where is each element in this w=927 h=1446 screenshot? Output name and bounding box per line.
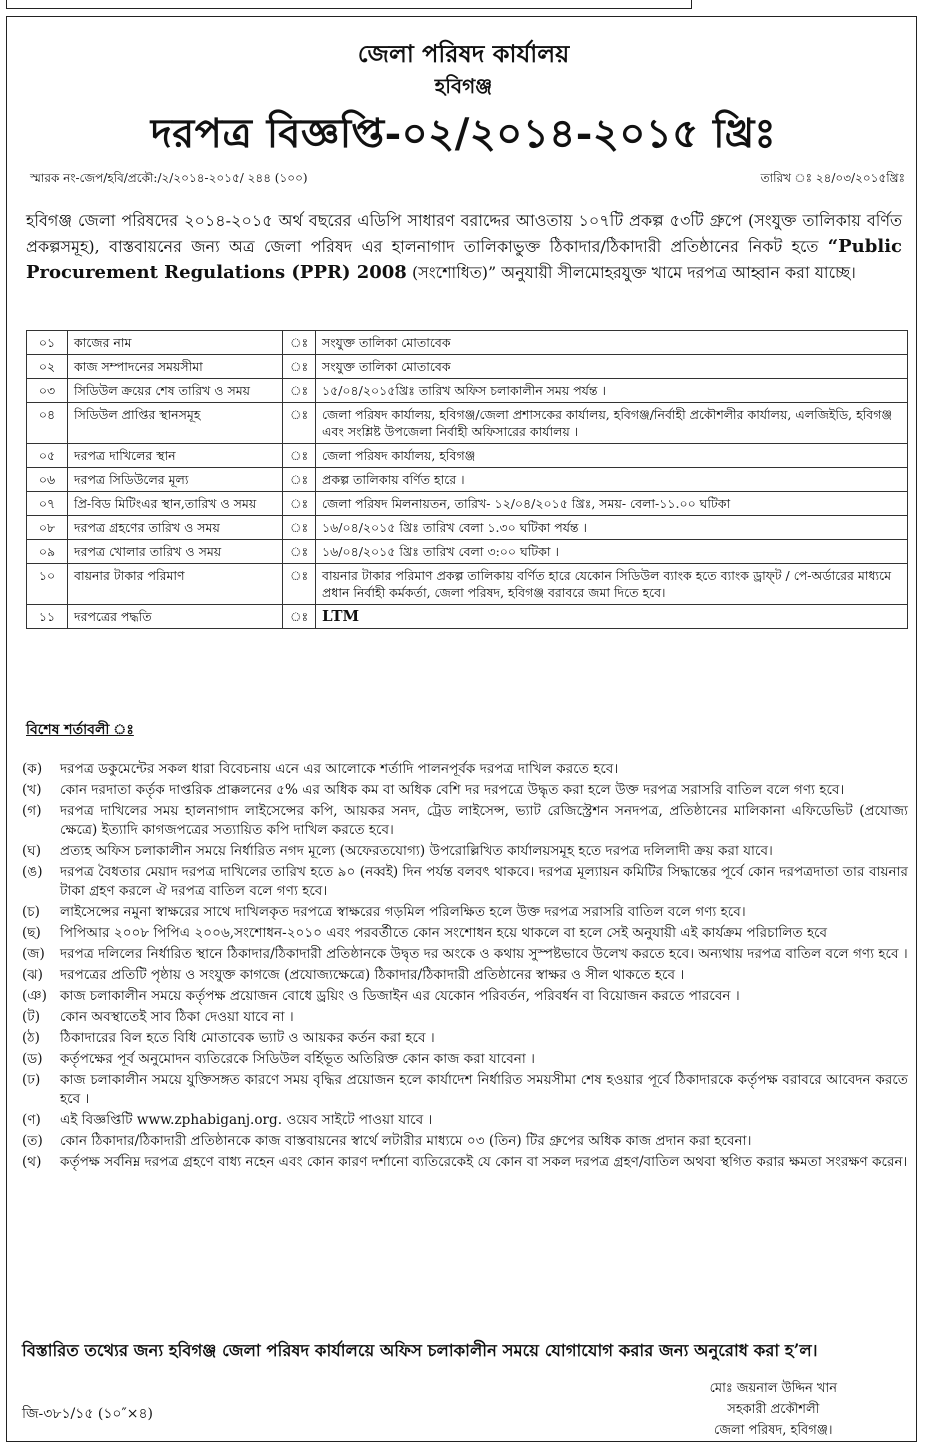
condition-marker: (খ) [22,782,42,798]
district-name: হবিগঞ্জ [434,74,493,98]
condition-marker: (থ) [22,1154,42,1170]
condition-marker: (ঞ) [22,988,47,1004]
row-number: ০২ [27,355,68,379]
condition-text: কাজ চলাকালীন সময়ে কর্তৃপক্ষ প্রয়োজন বোধে ড্রয়িং ও ডিজাইন এর যেকোন পরিবর্তন, পরিবর্ধন বা বিয়োজন করতে পারবেন । [60,988,740,1004]
row-value: জেলা পরিষদ মিলনায়তন, তারিখ- ১২/০৪/২০১৫ খ্রিঃ, সময়- বেলা-১১.০০ ঘটিকা [316,492,908,516]
row-number: ০৬ [27,468,68,492]
condition-item [22,966,908,985]
condition-marker: (ঝ) [22,967,43,983]
row-number: ০৩ [27,379,68,403]
row-label: সিডিউল প্রাপ্তির স্থানসমূহ [68,403,283,444]
condition-marker: (ক) [22,761,43,777]
condition-item [22,760,908,779]
row-separator: ঃ [283,403,316,444]
condition-item [22,945,908,964]
row-number: ১১ [27,605,68,629]
condition-text: দরপত্র বৈধতার মেয়াদ দরপত্র দাখিলের তারিখ হতে ৯০ (নব্বই) দিন পর্যন্ত বলবৎ থাকবে। দরপত্র মূল্যায়ন কমিটির সিদ্ধান্তের পূর্বে কোন দরপত্রদাতা তার বায়নার টাকা গ্রহণ করলে ঐ দরপত্র বাতিল বলে গণ্য হবে। [60,864,908,899]
row-number: ০৮ [27,516,68,540]
advert-reference: জি-৩৮১/১৫ (১০″×৪) [22,1406,154,1422]
row-separator: ঃ [283,516,316,540]
row-separator: ঃ [283,492,316,516]
table-row [27,605,908,629]
condition-text: দরপত্র দলিলের নির্ধারিত স্থানে ঠিকাদার/ঠিকাদারী প্রতিষ্ঠানকে উদ্বৃত দর অংকে ও কথায় সুস্পষ্টভাবে উলেখ করতে হবে। অন্যথায় দরপত্র বাতিল বলে গণ্য হবে । [60,946,908,962]
row-value: ১৬/০৪/২০১৫ খ্রিঃ তারিখ বেলা ১.৩০ ঘটিকা পর্যন্ত । [316,516,908,540]
condition-item [22,802,908,840]
row-value: ১৫/০৪/২০১৫খ্রিঃ তারিখ অফিস চলাকালীন সময় পর্যন্ত । [316,379,908,403]
row-value: সংযুক্ত তালিকা মোতাবেক [316,331,908,355]
row-label: প্রি-বিড মিটিংএর স্থান,তারিখ ও সময় [68,492,283,516]
condition-marker: (ঠ) [22,1030,40,1046]
condition-item [22,1008,908,1027]
condition-item [22,1050,908,1069]
row-separator: ঃ [283,331,316,355]
row-label: দরপত্র খোলার তারিখ ও সময় [68,540,283,564]
condition-marker: (গ) [22,803,42,819]
row-separator: ঃ [283,468,316,492]
row-number: ১০ [27,564,68,605]
top-clipped-border [6,0,692,9]
table-row [27,564,908,605]
condition-item [22,781,908,800]
signatory-designation: সহকারী প্রকৌশলী [727,1402,820,1417]
row-separator: ঃ [283,444,316,468]
condition-text: কর্তৃপক্ষের পূর্ব অনুমোদন ব্যতিরেকে সিডিউল বর্হিভূত অতিরিক্ত কোন কাজ করা যাবেনা । [60,1051,535,1067]
condition-item [22,924,908,943]
row-number: ০৪ [27,403,68,444]
intro-ppr: “Public Procurement Regulations (PPR) 2008 [26,236,902,283]
row-label: দরপত্রের পদ্ধতি [68,605,283,629]
contact-note: বিস্তারিত তথ্যের জন্য হবিগঞ্জ জেলা পরিষদ কার্যালয়ে অফিস চলাকালীন সময়ে যোগাযোগ করার জন্য অনুরোধ করা হ’ল। [22,1341,818,1360]
condition-text: লাইসেন্সের নমুনা স্বাক্ষরের সাথে দাখিলকৃত দরপত্রে স্বাক্ষরের গড়মিল পরিলক্ষিত হলে উক্ত দরপত্র সরাসরি বাতিল বলে গণ্য হবে। [60,904,746,920]
notice-title: দরপত্র বিজ্ঞপ্তি-০২/২০১৪-২০১৫ খ্রিঃ [150,110,777,157]
row-label: সিডিউল ক্রয়ের শেষ তারিখ ও সময় [68,379,283,403]
condition-marker: (ঘ) [22,843,42,859]
row-separator: ঃ [283,379,316,403]
table-row [27,355,908,379]
row-label: দরপত্র সিডিউলের মূল্য [68,468,283,492]
condition-marker: (জ) [22,946,45,962]
row-number: ০৭ [27,492,68,516]
condition-marker: (ছ) [22,925,41,941]
condition-marker: (চ) [22,904,40,920]
row-value: জেলা পরিষদ কার্যালয়, হবিগঞ্জ [316,444,908,468]
row-separator: ঃ [283,540,316,564]
signatory-name: মোঃ জয়নাল উদ্দিন খান [709,1381,837,1396]
condition-text: কর্তৃপক্ষ সর্বনিম্ন দরপত্র গ্রহণে বাধ্য নহেন এবং কোন কারণ দর্শানো ব্যতিরেকেই যে কোন বা সকল দরপত্র গ্রহণ/বাতিল অথবা স্থগিত করার ক্ষমতা সংরক্ষণ করেন। [60,1154,908,1170]
row-separator: ঃ [283,605,316,629]
condition-item [22,1071,908,1109]
signatory-office: জেলা পরিষদ, হবিগঞ্জ। [714,1423,833,1438]
row-value: জেলা পরিষদ কার্যালয়, হবিগঞ্জ/জেলা প্রশাসকের কার্যালয়, হবিগঞ্জ/নির্বাহী প্রকৌশলীর কার্যালয়, এলজিইডি, হবিগঞ্জ এবং সংশ্লিষ্ট উপজেলা নির্বাহী অফিসারের কার্যালয় । [316,403,908,444]
table-row [27,468,908,492]
row-number: ০১ [27,331,68,355]
condition-text: এই বিজ্ঞপ্তিটি www.zphabiganj.org. ওয়েব সাইটে পাওয়া যাবে । [60,1112,433,1128]
row-separator: ঃ [283,355,316,379]
condition-item [22,1111,908,1130]
table-row [27,540,908,564]
condition-marker: (ঙ) [22,864,43,880]
row-value: সংযুক্ত তালিকা মোতাবেক [316,355,908,379]
table-row [27,331,908,355]
condition-text: কোন ঠিকাদার/ঠিকাদারী প্রতিষ্ঠানকে কাজ বাস্তবায়নের স্বার্থে লটারীর মাধ্যমে ০৩ (তিন) টির গ্রুপের অধিক কাজ প্রদান করা হবেনা। [60,1133,752,1149]
condition-marker: (ত) [22,1133,43,1149]
condition-item [22,842,908,861]
condition-text: দরপত্র ডকুমেন্টের সকল ধারা বিবেচনায় এনে এর আলোকে শর্তাদি পালনপূর্বক দরপত্র দাখিল করতে হবে। [60,761,619,777]
condition-text: দরপত্রের প্রতিটি পৃষ্ঠায় ও সংযুক্ত কাগজে (প্রযোজ্যক্ষেত্রে) ঠিকাদার/ঠিকাদারী প্রতিষ্ঠানের স্বাক্ষর ও সীল থাকতে হবে । [60,967,685,983]
condition-text: পিপিআর ২০০৮ পিপিএ ২০০৬,সংশোধন-২০১০ এবং পরবর্তীতে কোন সংশোধন হয়ে থাকলে বা হলে সেই অনুযায়ী এই কার্যক্রম পরিচালিত হবে [60,925,828,941]
special-conditions-heading: বিশেষ শর্তাবলী ঃ [26,722,134,738]
memo-number: স্মারক নং-জেপ/হবি/প্রকৌ:/২/২০১৪-২০১৫/ ২৪৪ (১০০) [30,171,308,185]
office-name: জেলা পরিষদ কার্যালয় [357,39,570,68]
signature-block [710,1378,837,1441]
row-value: বায়নার টাকার পরিমাণ প্রকল্প তালিকায় বর্ণিত হারে যেকোন সিডিউল ব্যাংক হতে ব্যাংক ড্রাফ্‌ট / পে-অর্ডারের মাধ্যমে প্রধান নির্বাহী কর্মকর্তা, জেলা পরিষদ, হবিগঞ্জ বরাবরে জমা দিতে হবে। [316,564,908,605]
condition-item [22,903,908,922]
row-label: দরপত্র দাখিলের স্থান [68,444,283,468]
table-row [27,492,908,516]
table-row [27,379,908,403]
condition-item [22,987,908,1006]
intro-text-1: হবিগঞ্জ জেলা পরিষদের ২০১৪-২০১৫ অর্থ বছরের এডিপি সাধারণ বরাদ্দের আওতায় ১০৭টি প্রকল্প ৫৩টি গ্রুপে (সংযুক্ত তালিকায় বর্ণিত প্রকল্পসমূহ), বাস্তবায়নের জন্য অত্র জেলা পরিষদ এর হালনাগাদ তালিকাভুক্ত ঠিকাদার/ঠিকাদারী প্রতিষ্ঠানের নিকট হতে [26,211,902,256]
row-label: দরপত্র গ্রহণের তারিখ ও সময় [68,516,283,540]
notice-date: তারিখ ঃ ২৪/০৩/২০১৫খ্রিঃ [760,171,905,185]
condition-text: প্রত্যহ অফিস চলাকালীন সময়ে নির্ধারিত নগদ মূল্যে (অফেরতযোগ্য) উপরোল্লিখিত কার্যালয়সমূহ হতে দরপত্র দলিলাদী ক্রয় করা যাবে। [60,843,773,859]
condition-text: দরপত্র দাখিলের সময় হালনাগাদ লাইসেন্সের কপি, আয়কর সনদ, ট্রেড লাইসেন্স, ভ্যাট রেজিস্ট্রেশন সনদপত্র, প্রতিষ্ঠানের মালিকানা এফিডেভিট (প্রযোজ্য ক্ষেত্রে) ইত্যাদি কাগজপত্রের সত্যায়িত কপি দাখিল করতে হবে। [60,803,908,838]
condition-marker: (ট) [22,1009,41,1025]
row-separator: ঃ [283,564,316,605]
condition-item [22,1029,908,1048]
condition-item [22,863,908,901]
condition-text: কাজ চলাকালীন সময়ে যুক্তিসঙ্গত কারণে সময় বৃদ্ধির প্রয়োজন হলে কার্যাদেশ নির্ধারিত সময়সীমা শেষ হওয়ার পূর্বে ঠিকাদারকে কর্তৃপক্ষ বরাবরে আবেদন করতে হবে । [60,1072,908,1107]
row-value: ১৬/০৪/২০১৫ খ্রিঃ তারিখ বেলা ৩:০০ ঘটিকা । [316,540,908,564]
condition-item [22,1132,908,1151]
row-number: ০৯ [27,540,68,564]
row-label: কাজের নাম [68,331,283,355]
condition-text: কোন দরদাতা কর্তৃক দাপ্তরিক প্রাক্কলনের ৫% এর অধিক কম বা অধিক বেশি দর দরপত্রে উদ্ধৃত করা হলে উক্ত দরপত্র সরাসরি বাতিল বলে গণ্য হবে। [60,782,845,798]
row-label: কাজ সম্পাদনের সময়সীমা [68,355,283,379]
conditions-list [22,760,908,1174]
row-value: LTM [316,605,908,629]
row-number: ০৫ [27,444,68,468]
condition-marker: (ণ) [22,1112,41,1128]
table-row [27,403,908,444]
condition-marker: (ড) [22,1051,43,1067]
table-row [27,444,908,468]
condition-item [22,1153,908,1172]
intro-paragraph [26,208,902,286]
row-value: প্রকল্প তালিকায় বর্ণিত হারে । [316,468,908,492]
condition-marker: (ঢ) [22,1072,41,1088]
condition-text: কোন অবস্থাতেই সাব ঠিকা দেওয়া যাবে না । [60,1009,294,1025]
table-row [27,516,908,540]
intro-text-2: (সংশোধিত)” অনুযায়ী সীলমোহরযুক্ত খামে দরপত্র আহ্বান করা যাচ্ছে। [411,263,856,282]
tender-info-table [26,330,908,629]
row-label: বায়নার টাকার পরিমাণ [68,564,283,605]
condition-text: ঠিকাদারের বিল হতে বিধি মোতাবেক ভ্যাট ও আয়কর কর্তন করা হবে । [60,1030,435,1046]
